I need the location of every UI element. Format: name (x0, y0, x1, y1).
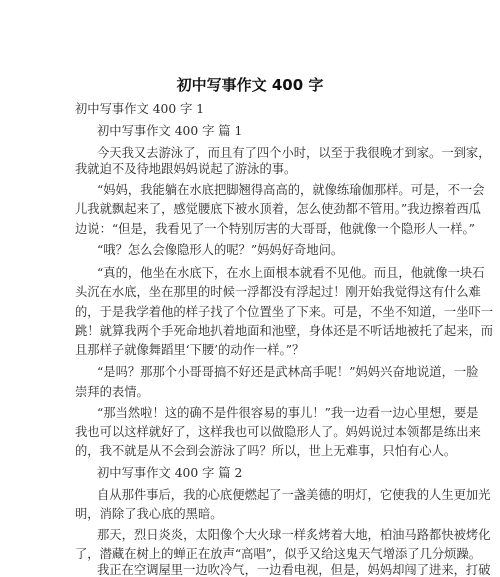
paragraph-line: 头沉在水底，坐在那里的时候一浮都没有浮起过！刚开始我觉得这有什么难 (75, 285, 481, 299)
paragraph-line: 的，我不就是从不会到会游泳了吗？所以，世上无难事，只怕有心人。 (75, 444, 457, 458)
paragraph-line: “那当然啦！这的确不是件很容易的事儿！”我一边看一边心里想，要是 (97, 406, 479, 420)
paragraph-line: 儿我就飘起来了，感觉腰底下被水顶着，怎么使劲都不管用。”我边擦着西瓜 (75, 202, 481, 216)
paragraph-line: 自从那件事后，我的心底便燃起了一盏美德的明灯，它使我的人生更加光 (97, 488, 491, 502)
paragraph-line: 我正在空调屋里一边吹冷气，一边看电视，但是，妈妈却闯了进来，打破 (97, 563, 491, 577)
paragraph-line: 的，于是我学着他的样子找了个位置坐了下来。可是，不坐不知道，一坐吓一 (75, 305, 494, 319)
paragraph-line: 我就迫不及待地跟妈妈说起了游泳的事。 (75, 162, 297, 176)
paragraph-line: 我也可以这样就好了，这样我也可以做隐形人了。妈妈说过本领都是练出来 (75, 425, 481, 439)
paragraph-line: “真的，他坐在水底下，在水上面根本就看不见他。而且，他就像一块石 (97, 266, 485, 280)
paragraph-line: 明，消除了我心底的黑暗。 (75, 507, 223, 521)
article-heading: 初中写事作文 400 字 篇 2 (97, 466, 243, 480)
paragraph-line: “是吗？那那个小哥哥搞不好还是武林高手呢！”妈妈兴奋地说道，一脸 (97, 365, 479, 379)
paragraph-line: 且那样子就像舞蹈里‘下腰’的动作一样。”？ (75, 343, 305, 357)
paragraph-line: 边说：“但是，我看见了一个特别厉害的大哥哥，他就像一个隐形人一样。” (75, 222, 475, 236)
paragraph-line: 了，潜藏在树上的蝉正在放声“高唱”，似乎又给这鬼天气增添了几分烦躁。 (75, 547, 482, 561)
paragraph-line: 今天我又去游泳了，而且有了四个小时，以至于我很晚才到家。一到家， (97, 146, 491, 160)
paragraph-line: “妈妈，我能躺在水底把脚翘得高高的，就像练瑜伽那样。可是，不一会 (97, 183, 485, 197)
article-heading: 初中写事作文 400 字 篇 1 (97, 124, 243, 138)
paragraph-line: 崇拜的表情。 (75, 385, 149, 399)
document-title: 初中写事作文 400 字 (176, 76, 324, 94)
paragraph-line: 那天，烈日炎炎，太阳像个大火球一样炙烤着大地，柏油马路都快被烤化 (97, 528, 491, 542)
section-heading: 初中写事作文 400 字 1 (75, 102, 205, 116)
paragraph-line: “哦？怎么会像隐形人的呢？”妈妈好奇地问。 (97, 243, 344, 257)
paragraph-line: 跳！就算我两个手死命地扒着地面和池壁，身体还是不听话地被托了起来，而 (75, 324, 494, 338)
